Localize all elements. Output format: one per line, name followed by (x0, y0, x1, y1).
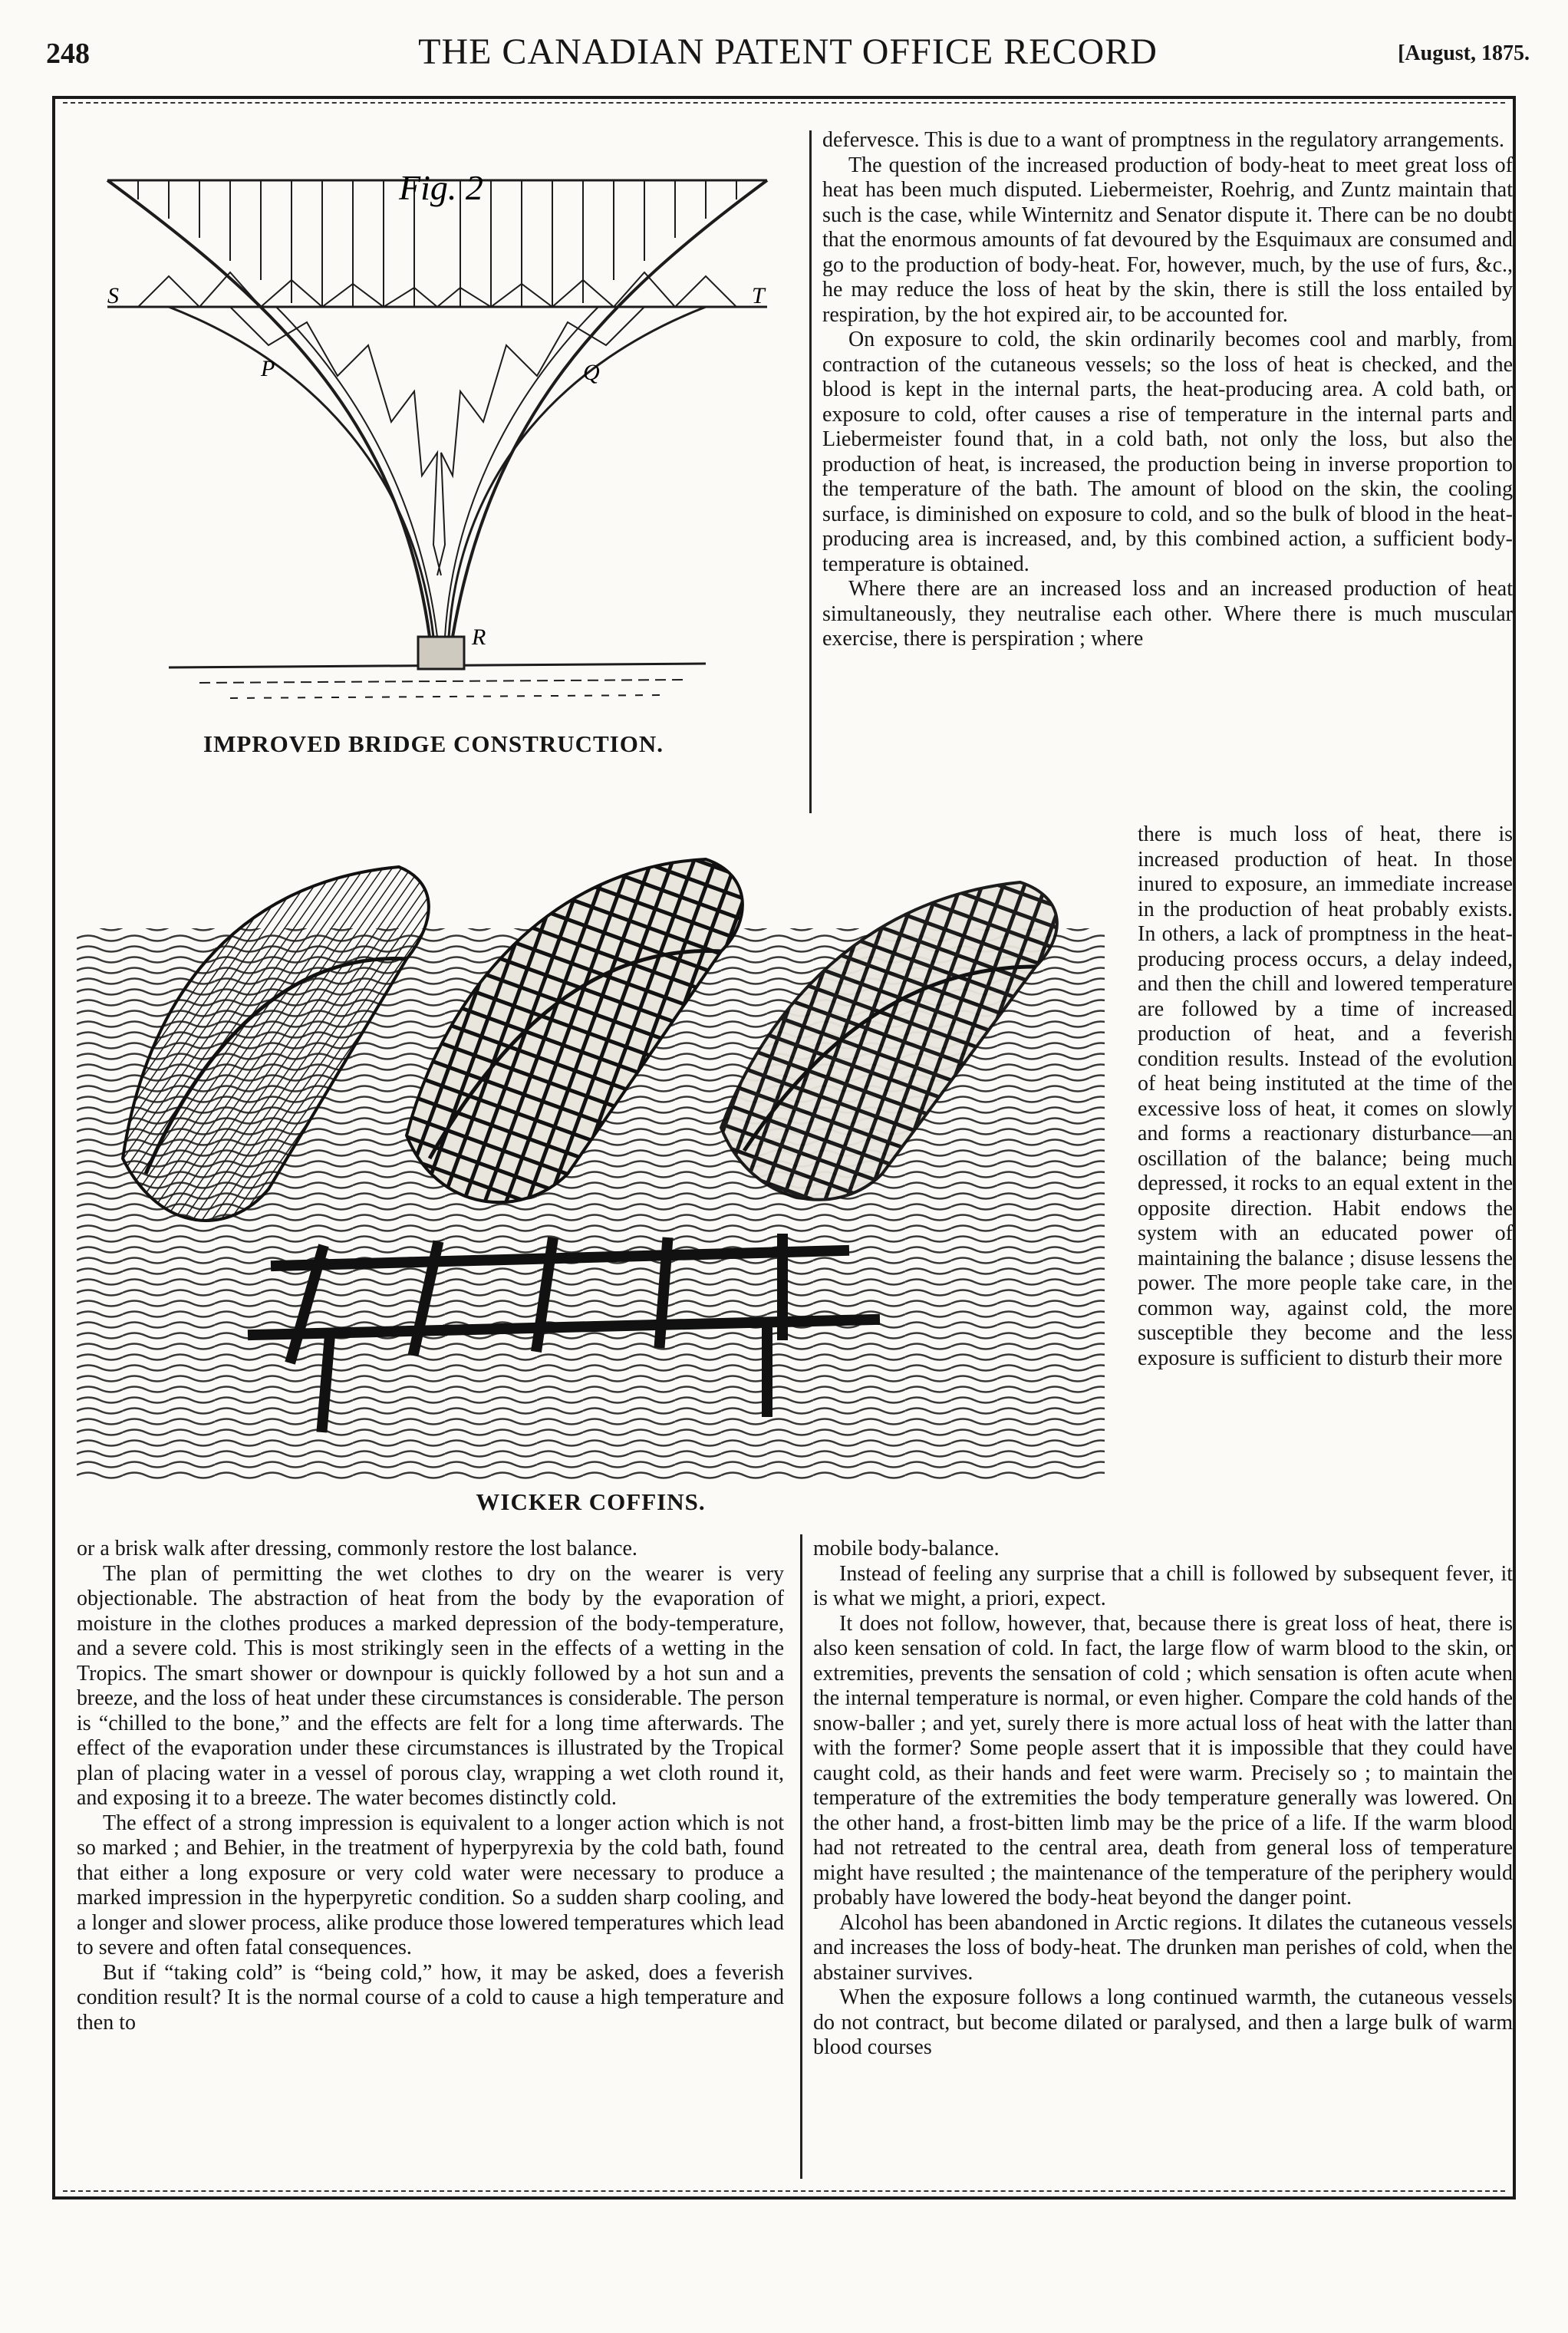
right-narrow-column (1138, 822, 1513, 1371)
paragraph: there is much loss of heat, there is increased production of heat. In those inured to exposure, an immediate increase in the production of heat probably exists. In others, a lack of promptness in the heat-producing process occurs, a delay indeed, and then the chill and lowered temperature are followed by a time of increased production of heat, and a feverish condition results. Instead of the evolution of heat being instituted at the time of the excessive loss of heat, it comes on slowly and forms a reactionary disturbance—an oscillation of the balance; being much depressed, it rocks to an equal extent in the opposite direction. Habit endows the system with an educated power of maintaining the balance ; disuse lessens the power. The more people take care, in the common way, against cold, the more susceptible they become and the less exposure is sufficient to disturb their more (1138, 822, 1513, 1370)
page-number: 248 (46, 38, 90, 70)
paragraph: On exposure to cold, the skin ordinarily becomes cool and marbly, from contraction of the cutaneous vessels; so the loss of heat is checked, and the blood is kept in the internal parts, the heat-producing area. A cold bath, or exposure to cold, ofter causes a rise of temperature in the internal parts and Liebermeister found that, in a cold bath, not only the loss, but also the production of heat, is increased, the production being in inverse proportion to the temperature of the bath. The amount of blood on the skin, the cooling surface, is diminished on exposure to cold, and so the bulk of blood in the heat-producing area is increased, and, by this combined action, a sufficient body-temperature is obtained. (822, 328, 1513, 576)
bridge-caption: IMPROVED BRIDGE CONSTRUCTION. (203, 730, 664, 757)
publication-title: THE CANADIAN PATENT OFFICE RECORD (418, 31, 1158, 72)
bridge-illustration (77, 146, 790, 775)
paragraph: Alcohol has been abandoned in Arctic regions. It dilates the cutaneous vessels and increases the loss of body-heat. The drunken man perishes of cold, when the abstainer survives. (813, 1910, 1513, 1985)
bridge-letter-r: R (472, 624, 486, 650)
wicker-coffins-illustration (77, 836, 1105, 1504)
paragraph: It does not follow, however, that, because there is great loss of heat, there is also keen sensation of cold. In fact, the large flow of warm blood to the skin, or extremities, prevents the sensation of cold ; which sensation is often acute when the internal temperature is normal, or even higher. Compare the cold hands of the snow-baller ; and yet, surely there is more actual loss of heat with the latter than with the former? Some people assert that it is impossible that they could have caught cold, as their hands and feet were warm. Precisely so ; to maintain the temperature of the extremities the body temperature generally was lowered. On the other hand, a frost-bitten limb may be the price of a life. If the warm blood had not retreated to the central area, death from general loss of temperature might have resulted ; the maintenance of the temperature of the periphery would probably have lowered the body-heat beyond the danger point. (813, 1611, 1513, 1910)
paragraph: Where there are an increased loss and an increased production of heat simultaneously, they neutralise each other. Where there is much muscular exercise, there is perspiration ; where (822, 577, 1513, 651)
right-column-bottom (813, 1537, 1513, 2061)
paragraph: Instead of feeling any surprise that a chill is followed by subsequent fever, it is what we might, a priori, expect. (813, 1561, 1513, 1610)
bridge-letter-p: P (261, 356, 275, 381)
bridge-letter-t: T (752, 283, 765, 308)
paragraph: or a brisk walk after dressing, commonly restore the lost balance. (77, 1537, 637, 1560)
bridge-letter-s: S (107, 283, 119, 308)
paragraph: The effect of a strong impression is equivalent to a longer action which is not so marked ; and Behier, in the treatment of hyperpyrexia by the cold bath, found that either a long exposure or very cold water were necessary to produce a marked impression in the hyperpyretic condition. So a sudden sharp cooling, and a longer and slower process, alike produce those lowered temperatures which lead to severe and often fatal consequences. (77, 1811, 784, 1959)
issue-date: [August, 1875. (1398, 41, 1530, 65)
column-rule-bottom (800, 1534, 802, 2179)
paragraph: But if “taking cold” is “being cold,” how, it may be asked, does a feverish condition result? It is the normal course of a cold to cause a high temperature and then to (77, 1960, 784, 2035)
coffins-caption: WICKER COFFINS. (476, 1488, 706, 1515)
paragraph: The question of the increased production of body-heat to meet great loss of heat has been much disputed. Liebermeister, Roehrig, and Zuntz maintain that such is the case, while Winternitz and Senator dispute it. There can be no doubt that the enormous amounts of fat devoured by the Esquimaux are consumed and go to the production of body-heat. For, however, much, by the use of furs, &c., he may reduce the loss of heat by the skin, there is still the loss entailed by respiration, by the hot expired air, to be accounted for. (822, 153, 1513, 327)
paragraph: The plan of permitting the wet clothes to dry on the wearer is very objectionable. The abstraction of heat from the body by the evaporation of moisture in the clothes produces a marked depression of the body-temperature, and a severe cold. This is most strikingly seen in the effects of a wetting in the Tropics. The smart shower or downpour is quickly followed by a hot sun and a breeze, and the loss of heat under these circumstances is considerable. The person is “chilled to the bone,” and the effects are felt for a long time afterwards. The effect of the evaporation under these circumstances is illustrated by the Tropical plan of placing water in a vessel of porous clay, wrapping a wet cloth round it, and exposing it to a breeze. The water becomes distinctly cold. (77, 1561, 784, 1810)
column-rule-top (809, 130, 812, 813)
page-header (46, 31, 1530, 77)
figure-label: Fig. 2 (399, 168, 483, 207)
bridge-letter-q: Q (583, 360, 600, 385)
paragraph: mobile body-balance. (813, 1537, 1000, 1560)
left-column-bottom (77, 1537, 784, 2035)
paragraph: When the exposure follows a long continued warmth, the cutaneous vessels do not contract, but become dilated or paralysed, and then a large bulk of warm blood courses (813, 1985, 1513, 2059)
paragraph: defervesce. This is due to a want of promptness in the regulatory arrangements. (822, 128, 1504, 152)
right-column-top (822, 128, 1513, 652)
